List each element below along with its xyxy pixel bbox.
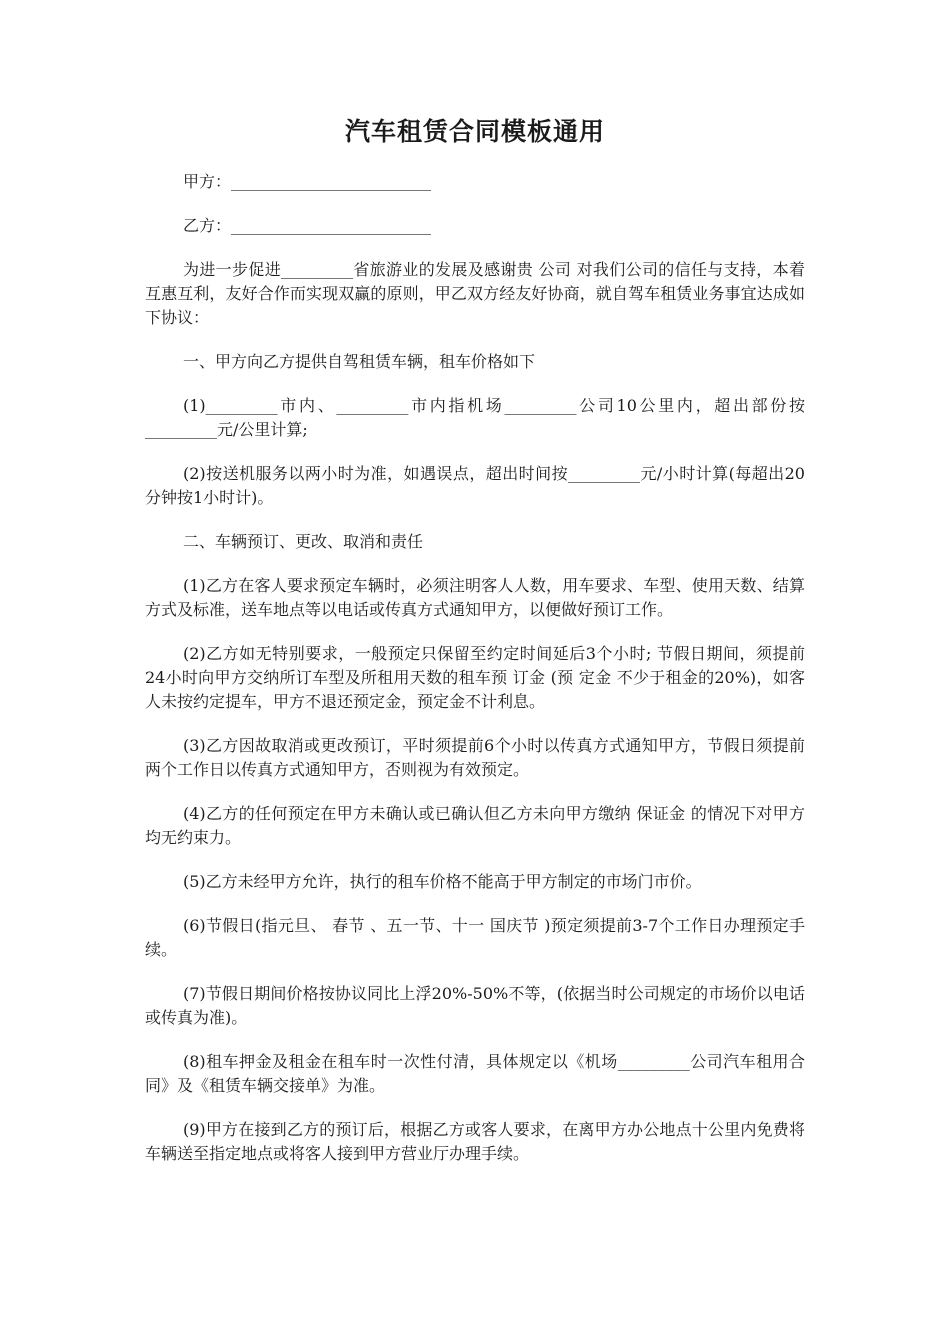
section-2-item: (7)节假日期间价格按协议同比上浮20%-50%不等，(依据当时公司规定的市场价以电话或传真为准)。 (145, 984, 805, 1027)
section-2-item: (5)乙方未经甲方允许，执行的租车价格不能高于甲方制定的市场门市价。 (183, 872, 702, 891)
party-a-line: 甲方：_________________________ (183, 172, 432, 191)
section-2-heading: 二、车辆预订、更改、取消和责任 (183, 532, 424, 551)
section-2-item: (6)节假日(指元旦、 春节 、五一节、十一 国庆节 )预定须提前3-7个工作日办理预定手续。 (145, 916, 805, 959)
section-2-item: (8)租车押金及租金在租车时一次性付清，具体规定以《机场_________公司汽车租用合同》及《租赁车辆交接单》为准。 (145, 1052, 805, 1095)
section-2-item: (1)乙方在客人要求预定车辆时，必须注明客人人数，用车要求、车型、使用天数、结算方式及标准，送车地点等以电话或传真方式通知甲方，以便做好预订工作。 (145, 576, 805, 619)
section-2-item: (4)乙方的任何预定在甲方未确认或已确认但乙方未向甲方缴纳 保证金 的情况下对甲方均无约束力。 (145, 804, 805, 847)
section-2-item: (2)乙方如无特别要求，一般预定只保留至约定时间延后3个小时; 节假日期间，须提前24小时向甲方交纳所订车型及所租用天数的租车预 订金 (预 定金 不少于租金的20%)，如客人未按约定提车，甲方不退还预定金，预定金不计利息。 (145, 644, 805, 711)
party-b-line: 乙方：_________________________ (183, 216, 432, 235)
section-1-item: (2)按送机服务以两小时为准，如遇误点，超出时间按_________元/小时计算(每超出20分钟按1小时计)。 (145, 464, 805, 507)
document-title: 汽车租赁合同模板通用 (344, 117, 605, 146)
document-page (145, 112, 805, 1186)
section-2-item: (9)甲方在接到乙方的预订后，根据乙方或客人要求，在离甲方办公地点十公里内免费将车辆送至指定地点或将客人接到甲方营业厅办理手续。 (145, 1120, 805, 1163)
section-2-item: (3)乙方因故取消或更改预订，平时须提前6个小时以传真方式通知甲方，节假日须提前两个工作日以传真方式通知甲方，否则视为有效预定。 (145, 736, 805, 779)
section-1-heading: 一、甲方向乙方提供自驾租赁车辆，租车价格如下 (183, 352, 536, 371)
section-1-item: (1)_________市内、_________市内指机场_________公司10公里内，超出部份按_________元/公里计算; (145, 396, 805, 439)
intro-paragraph: 为进一步促进_________省旅游业的发展及感谢贵 公司 对我们公司的信任与支持，本着互惠互利，友好合作而实现双赢的原则，甲乙双方经友好协商，就自驾车租赁业务事宜达成如下协议： (145, 260, 805, 327)
